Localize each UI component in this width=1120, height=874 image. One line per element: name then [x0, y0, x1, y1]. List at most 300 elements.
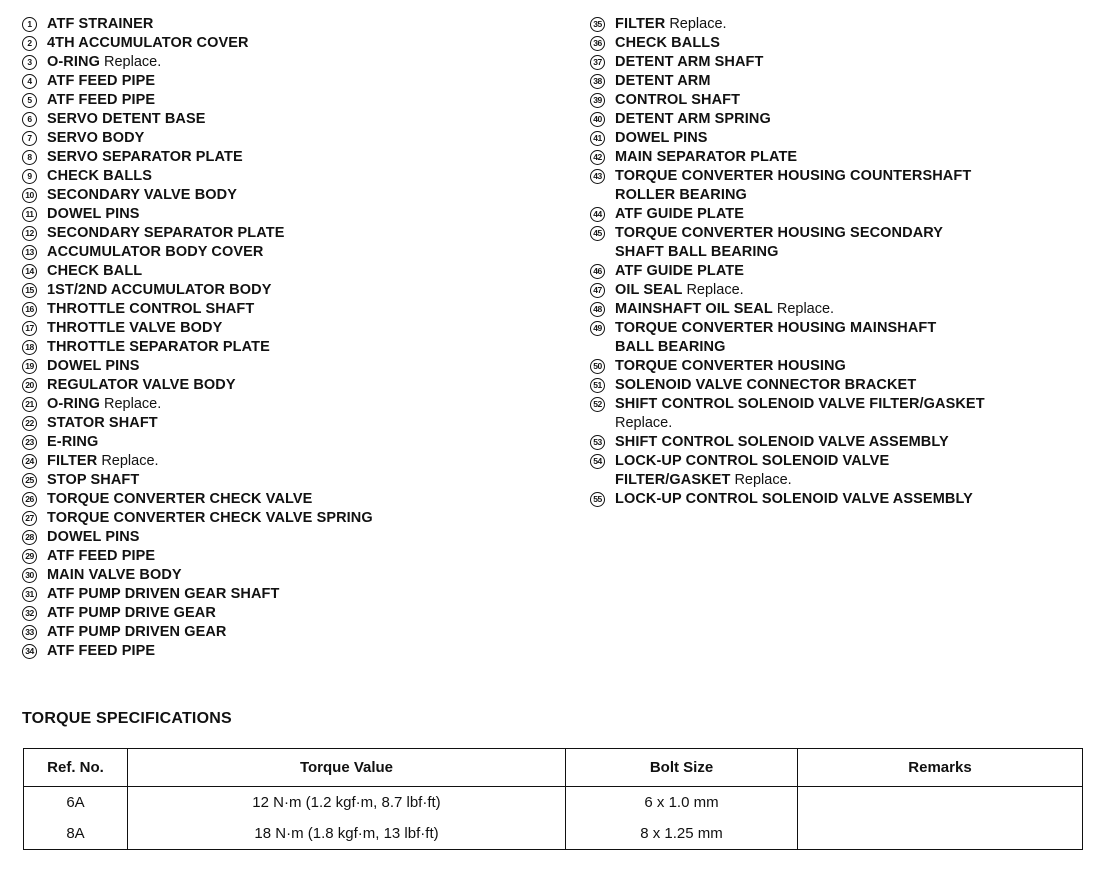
part-line	[615, 206, 744, 222]
part-line	[615, 243, 943, 262]
part-text	[47, 395, 161, 414]
part-number-circle: 17	[22, 321, 37, 336]
part-name: SECONDARY VALVE BODY	[47, 187, 237, 203]
part-name: ATF FEED PIPE	[47, 548, 156, 564]
part-text	[615, 110, 771, 129]
part-name: ATF PUMP DRIVEN GEAR SHAFT	[47, 586, 280, 602]
part-number-circle: 41	[590, 131, 605, 146]
part-text	[47, 167, 152, 186]
part-number-circle: 31	[22, 587, 37, 602]
part-name: ATF FEED PIPE	[47, 92, 156, 108]
parts-list-left	[22, 15, 567, 661]
part-text	[47, 148, 243, 167]
part-item	[590, 395, 1100, 433]
part-line	[615, 414, 985, 433]
part-line	[47, 263, 142, 279]
part-name: MAINSHAFT OIL SEAL	[615, 301, 773, 317]
part-text	[47, 300, 254, 319]
part-line	[47, 377, 236, 393]
part-line	[47, 320, 222, 336]
part-line	[615, 54, 763, 70]
part-text	[615, 72, 711, 91]
part-text	[47, 243, 264, 262]
part-text	[615, 357, 846, 376]
part-number-circle: 46	[590, 264, 605, 279]
part-number-circle: 54	[590, 454, 605, 469]
part-number-circle: 37	[590, 55, 605, 70]
part-number-circle: 30	[22, 568, 37, 583]
part-number-circle: 14	[22, 264, 37, 279]
part-item	[22, 452, 567, 471]
part-name: DOWEL PINS	[47, 529, 140, 545]
part-item	[22, 433, 567, 452]
part-item	[590, 490, 1100, 509]
part-number-circle: 45	[590, 226, 605, 241]
part-name: OIL SEAL	[615, 282, 683, 298]
part-text	[47, 604, 216, 623]
table-header-row	[24, 749, 1083, 787]
table-row	[24, 818, 1083, 850]
part-line	[615, 263, 744, 279]
part-text	[615, 452, 889, 490]
cell-bolt-size: 8 x 1.25 mm	[566, 818, 798, 850]
part-text	[47, 452, 159, 471]
part-name: TORQUE CONVERTER HOUSING MAINSHAFT	[615, 320, 937, 336]
part-line	[615, 130, 708, 146]
part-number-circle: 10	[22, 188, 37, 203]
part-name: O-RING	[47, 54, 100, 70]
part-name: SHIFT CONTROL SOLENOID VALVE ASSEMBLY	[615, 434, 949, 450]
cell-torque-value: 12 N·m (1.2 kgf·m, 8.7 lbf·ft)	[128, 787, 566, 819]
part-number-circle: 44	[590, 207, 605, 222]
part-number-circle: 34	[22, 644, 37, 659]
part-line	[47, 54, 161, 70]
part-number-circle: 2	[22, 36, 37, 51]
part-line	[615, 16, 727, 32]
part-line	[47, 244, 264, 260]
part-text	[47, 186, 237, 205]
part-item	[590, 72, 1100, 91]
part-name: SECONDARY SEPARATOR PLATE	[47, 225, 285, 241]
part-text	[47, 281, 271, 300]
part-line	[47, 225, 284, 241]
part-item	[590, 452, 1100, 490]
part-text	[615, 167, 971, 205]
part-item	[22, 243, 567, 262]
part-name: THROTTLE CONTROL SHAFT	[47, 301, 255, 317]
part-item	[590, 110, 1100, 129]
part-line	[615, 186, 971, 205]
part-text	[615, 300, 834, 319]
part-line	[47, 529, 140, 545]
part-name: STOP SHAFT	[47, 472, 140, 488]
part-line	[615, 92, 740, 108]
part-number-circle: 8	[22, 150, 37, 165]
part-name: MAIN SEPARATOR PLATE	[615, 149, 798, 165]
part-line	[615, 73, 711, 89]
part-text	[615, 224, 943, 262]
part-name: O-RING	[47, 396, 100, 412]
part-text	[47, 224, 284, 243]
part-note: Replace.	[669, 16, 727, 32]
part-name-continued: SHAFT BALL BEARING	[615, 244, 779, 260]
part-name: SOLENOID VALVE CONNECTOR BRACKET	[615, 377, 917, 393]
part-line	[615, 377, 916, 393]
part-number-circle: 9	[22, 169, 37, 184]
part-item	[22, 167, 567, 186]
part-line	[47, 453, 159, 469]
part-item	[590, 433, 1100, 452]
part-number-circle: 40	[590, 112, 605, 127]
part-name-continued: ROLLER BEARING	[615, 187, 747, 203]
part-line	[47, 548, 155, 564]
part-text	[47, 34, 249, 53]
part-name: DETENT ARM	[615, 73, 711, 89]
part-text	[615, 376, 916, 395]
part-line	[47, 472, 139, 488]
part-line	[47, 92, 155, 108]
part-line	[47, 605, 216, 621]
part-item	[22, 205, 567, 224]
part-item	[22, 319, 567, 338]
part-number-circle: 42	[590, 150, 605, 165]
part-item	[590, 281, 1100, 300]
part-item	[22, 604, 567, 623]
part-number-circle: 29	[22, 549, 37, 564]
part-text	[47, 53, 161, 72]
part-line	[47, 586, 279, 602]
part-name: TORQUE CONVERTER HOUSING	[615, 358, 846, 374]
part-number-circle: 28	[22, 530, 37, 545]
part-number-circle: 48	[590, 302, 605, 317]
part-number-circle: 51	[590, 378, 605, 393]
part-item	[22, 300, 567, 319]
part-number-circle: 35	[590, 17, 605, 32]
part-number-circle: 23	[22, 435, 37, 450]
part-item	[22, 15, 567, 34]
part-item	[22, 376, 567, 395]
part-name: ATF GUIDE PLATE	[615, 263, 745, 279]
part-line	[615, 358, 846, 374]
part-text	[47, 642, 155, 661]
part-text	[47, 91, 155, 110]
part-note: Replace.	[615, 415, 673, 431]
part-number-circle: 32	[22, 606, 37, 621]
part-name: TORQUE CONVERTER CHECK VALVE SPRING	[47, 510, 373, 526]
part-line	[47, 168, 152, 184]
part-line	[47, 35, 249, 51]
part-number-circle: 49	[590, 321, 605, 336]
part-line	[47, 187, 237, 203]
part-text	[615, 319, 936, 357]
part-line	[47, 282, 271, 298]
part-number-circle: 1	[22, 17, 37, 32]
part-name: CHECK BALLS	[47, 168, 153, 184]
part-line	[47, 301, 254, 317]
part-text	[615, 129, 708, 148]
part-item	[22, 34, 567, 53]
part-line	[615, 282, 744, 298]
part-item	[22, 262, 567, 281]
cell-remarks	[798, 818, 1083, 850]
part-item	[590, 15, 1100, 34]
part-line	[615, 225, 943, 241]
part-item	[590, 300, 1100, 319]
part-line	[615, 149, 797, 165]
part-text	[615, 395, 985, 433]
part-text	[47, 414, 158, 433]
part-note: Replace.	[686, 282, 744, 298]
part-item	[22, 528, 567, 547]
part-item	[590, 53, 1100, 72]
part-text	[615, 15, 727, 34]
part-item	[22, 490, 567, 509]
part-line	[615, 111, 771, 127]
part-name: TORQUE CONVERTER HOUSING SECONDARY	[615, 225, 944, 241]
part-item	[22, 72, 567, 91]
part-name: REGULATOR VALVE BODY	[47, 377, 236, 393]
part-text	[47, 129, 144, 148]
part-item	[590, 34, 1100, 53]
part-line	[47, 111, 206, 127]
part-line	[47, 130, 144, 146]
part-item	[590, 224, 1100, 262]
part-text	[47, 72, 155, 91]
part-text	[615, 91, 740, 110]
part-name: FILTER	[47, 453, 98, 469]
part-line	[47, 73, 155, 89]
header-remarks: Remarks	[798, 749, 1083, 787]
part-text	[47, 205, 140, 224]
part-note: Replace.	[104, 54, 162, 70]
part-name-continued: BALL BEARING	[615, 339, 726, 355]
part-name: STATOR SHAFT	[47, 415, 158, 431]
part-number-circle: 20	[22, 378, 37, 393]
part-line	[47, 415, 158, 431]
table-row	[24, 787, 1083, 819]
part-text	[47, 262, 142, 281]
part-text	[615, 433, 949, 452]
part-name-continued: FILTER/GASKET	[615, 472, 731, 488]
part-name: SHIFT CONTROL SOLENOID VALVE FILTER/GASKET	[615, 396, 985, 412]
part-name: DOWEL PINS	[615, 130, 708, 146]
part-name: ATF FEED PIPE	[47, 643, 156, 659]
cell-ref-no: 6A	[24, 787, 128, 819]
part-name: SERVO SEPARATOR PLATE	[47, 149, 243, 165]
header-torque-value: Torque Value	[128, 749, 566, 787]
part-line	[47, 434, 98, 450]
part-number-circle: 5	[22, 93, 37, 108]
part-line	[47, 396, 161, 412]
part-line	[47, 206, 140, 222]
part-line	[615, 471, 889, 490]
part-number-circle: 55	[590, 492, 605, 507]
part-line	[615, 168, 971, 184]
part-line	[47, 624, 227, 640]
part-number-circle: 25	[22, 473, 37, 488]
part-text	[47, 528, 140, 547]
part-number-circle: 50	[590, 359, 605, 374]
part-line	[615, 338, 936, 357]
part-name: CONTROL SHAFT	[615, 92, 741, 108]
part-name: ATF GUIDE PLATE	[615, 206, 745, 222]
part-item	[22, 91, 567, 110]
part-number-circle: 47	[590, 283, 605, 298]
part-item	[590, 357, 1100, 376]
part-line	[615, 301, 834, 317]
part-name: THROTTLE SEPARATOR PLATE	[47, 339, 270, 355]
part-text	[615, 281, 744, 300]
part-name: E-RING	[47, 434, 99, 450]
part-line	[47, 358, 140, 374]
part-item	[22, 547, 567, 566]
part-item	[22, 129, 567, 148]
part-line	[615, 320, 936, 336]
part-item	[22, 623, 567, 642]
part-text	[615, 148, 797, 167]
cell-bolt-size: 6 x 1.0 mm	[566, 787, 798, 819]
part-text	[47, 566, 182, 585]
part-text	[47, 319, 222, 338]
header-ref-no: Ref. No.	[24, 749, 128, 787]
part-text	[47, 490, 312, 509]
cell-torque-value: 18 N·m (1.8 kgf·m, 13 lbf·ft)	[128, 818, 566, 850]
part-item	[22, 338, 567, 357]
part-text	[615, 53, 763, 72]
part-number-circle: 43	[590, 169, 605, 184]
part-name: FILTER	[615, 16, 666, 32]
part-text	[47, 509, 373, 528]
part-number-circle: 22	[22, 416, 37, 431]
part-number-circle: 52	[590, 397, 605, 412]
part-text	[615, 262, 744, 281]
part-line	[47, 149, 243, 165]
part-line	[615, 396, 985, 412]
part-item	[590, 262, 1100, 281]
part-name: DETENT ARM SPRING	[615, 111, 771, 127]
part-text	[47, 547, 155, 566]
part-line	[47, 643, 155, 659]
part-item	[590, 205, 1100, 224]
part-name: DOWEL PINS	[47, 358, 140, 374]
part-number-circle: 7	[22, 131, 37, 146]
part-text	[47, 585, 279, 604]
part-line	[47, 339, 270, 355]
part-item	[22, 110, 567, 129]
part-text	[615, 34, 720, 53]
part-line	[47, 491, 312, 507]
part-item	[590, 376, 1100, 395]
part-name: ATF FEED PIPE	[47, 73, 156, 89]
part-number-circle: 13	[22, 245, 37, 260]
part-note: Replace.	[776, 301, 835, 317]
part-text	[47, 433, 98, 452]
part-line	[615, 434, 949, 450]
part-line	[47, 16, 153, 32]
part-name: DOWEL PINS	[47, 206, 140, 222]
part-number-circle: 36	[590, 36, 605, 51]
part-name: ACCUMULATOR BODY COVER	[47, 244, 264, 260]
part-line	[47, 567, 182, 583]
part-number-circle: 15	[22, 283, 37, 298]
part-name: ATF PUMP DRIVE GEAR	[47, 605, 216, 621]
part-item	[590, 148, 1100, 167]
part-name: TORQUE CONVERTER HOUSING COUNTERSHAFT	[615, 168, 972, 184]
part-item	[22, 642, 567, 661]
part-name: 4TH ACCUMULATOR COVER	[47, 35, 249, 51]
part-name: 1ST/2ND ACCUMULATOR BODY	[47, 282, 272, 298]
part-line	[615, 35, 720, 51]
part-name: LOCK-UP CONTROL SOLENOID VALVE ASSEMBLY	[615, 491, 973, 507]
part-line	[47, 510, 373, 526]
part-item	[590, 91, 1100, 110]
part-text	[47, 110, 206, 129]
part-name: CHECK BALLS	[615, 35, 721, 51]
part-name: SERVO BODY	[47, 130, 145, 146]
part-line	[615, 453, 889, 469]
torque-specifications-table	[23, 748, 1083, 850]
part-number-circle: 16	[22, 302, 37, 317]
part-note: Replace.	[734, 472, 792, 488]
part-name: ATF STRAINER	[47, 16, 154, 32]
parts-list-right	[590, 15, 1100, 509]
part-item	[22, 566, 567, 585]
part-number-circle: 26	[22, 492, 37, 507]
part-text	[47, 338, 270, 357]
part-name: TORQUE CONVERTER CHECK VALVE	[47, 491, 313, 507]
part-item	[22, 395, 567, 414]
part-item	[22, 186, 567, 205]
part-item	[22, 357, 567, 376]
part-number-circle: 19	[22, 359, 37, 374]
part-number-circle: 4	[22, 74, 37, 89]
part-number-circle: 38	[590, 74, 605, 89]
part-number-circle: 24	[22, 454, 37, 469]
part-item	[22, 148, 567, 167]
part-number-circle: 3	[22, 55, 37, 70]
part-item	[22, 224, 567, 243]
part-name: ATF PUMP DRIVEN GEAR	[47, 624, 227, 640]
part-text	[47, 471, 139, 490]
part-number-circle: 39	[590, 93, 605, 108]
part-name: CHECK BALL	[47, 263, 143, 279]
part-item	[22, 509, 567, 528]
torque-specifications-title: TORQUE SPECIFICATIONS	[22, 710, 232, 727]
part-item	[22, 471, 567, 490]
part-text	[615, 205, 744, 224]
part-line	[615, 491, 973, 507]
part-item	[22, 414, 567, 433]
part-item	[22, 585, 567, 604]
part-note: Replace.	[101, 453, 159, 469]
part-item	[590, 167, 1100, 205]
part-text	[47, 15, 153, 34]
part-name: MAIN VALVE BODY	[47, 567, 182, 583]
part-number-circle: 18	[22, 340, 37, 355]
part-number-circle: 6	[22, 112, 37, 127]
cell-remarks	[798, 787, 1083, 819]
part-text	[47, 376, 236, 395]
cell-ref-no: 8A	[24, 818, 128, 850]
part-number-circle: 21	[22, 397, 37, 412]
part-number-circle: 53	[590, 435, 605, 450]
part-number-circle: 33	[22, 625, 37, 640]
part-number-circle: 11	[22, 207, 37, 222]
part-item	[22, 281, 567, 300]
part-text	[47, 623, 227, 642]
part-note: Replace.	[104, 396, 162, 412]
part-name: LOCK-UP CONTROL SOLENOID VALVE	[615, 453, 890, 469]
